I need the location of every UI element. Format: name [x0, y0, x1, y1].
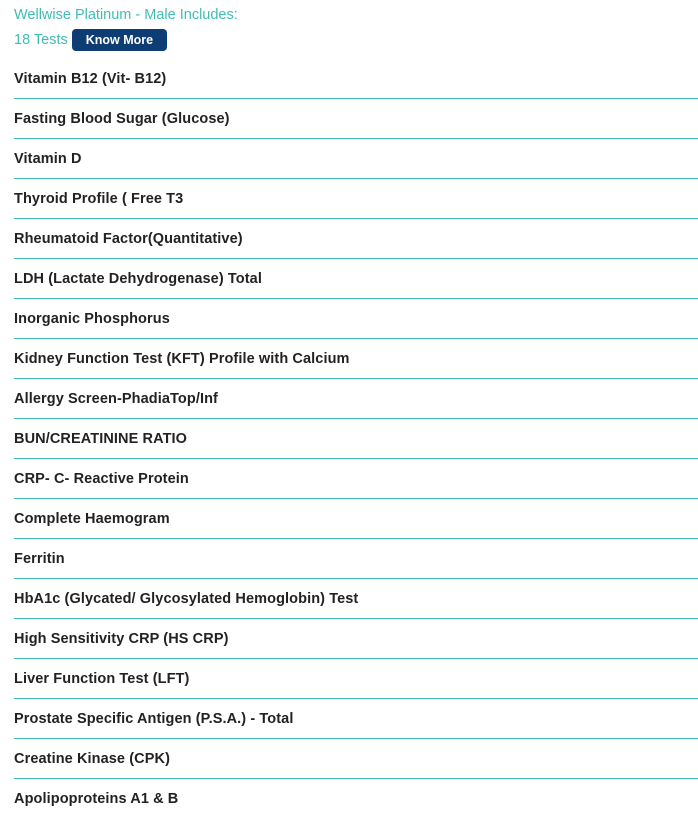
test-item-allergy-screen: Allergy Screen-PhadiaTop/Inf	[14, 379, 698, 419]
test-item-crp: CRP- C- Reactive Protein	[14, 459, 698, 499]
package-header	[14, 6, 698, 51]
test-count: 18 Tests	[14, 32, 68, 48]
test-item-ferritin: Ferritin	[14, 539, 698, 579]
test-item-hs-crp: High Sensitivity CRP (HS CRP)	[14, 619, 698, 659]
test-item-thyroid-profile: Thyroid Profile ( Free T3	[14, 179, 698, 219]
test-item-psa-total: Prostate Specific Antigen (P.S.A.) - Total	[14, 699, 698, 739]
test-item-vitamin-d: Vitamin D	[14, 139, 698, 179]
test-item-rheumatoid-factor: Rheumatoid Factor(Quantitative)	[14, 219, 698, 259]
test-list	[14, 59, 698, 819]
test-item-hba1c: HbA1c (Glycated/ Glycosylated Hemoglobin) Test	[14, 579, 698, 619]
test-item-fasting-blood-sugar: Fasting Blood Sugar (Glucose)	[14, 99, 698, 139]
test-item-bun-creatinine-ratio: BUN/CREATININE RATIO	[14, 419, 698, 459]
test-item-liver-function-test: Liver Function Test (LFT)	[14, 659, 698, 699]
test-item-ldh: LDH (Lactate Dehydrogenase) Total	[14, 259, 698, 299]
test-item-kidney-function-test: Kidney Function Test (KFT) Profile with Calcium	[14, 339, 698, 379]
know-more-button[interactable]: Know More	[72, 29, 167, 51]
test-item-inorganic-phosphorus: Inorganic Phosphorus	[14, 299, 698, 339]
test-item-creatine-kinase: Creatine Kinase (CPK)	[14, 739, 698, 779]
test-count-row	[14, 29, 698, 51]
test-item-complete-haemogram: Complete Haemogram	[14, 499, 698, 539]
test-item-vitamin-b12: Vitamin B12 (Vit- B12)	[14, 59, 698, 99]
package-title: Wellwise Platinum - Male Includes:	[14, 7, 238, 23]
test-item-apolipoproteins: Apolipoproteins A1 & B	[14, 791, 179, 807]
